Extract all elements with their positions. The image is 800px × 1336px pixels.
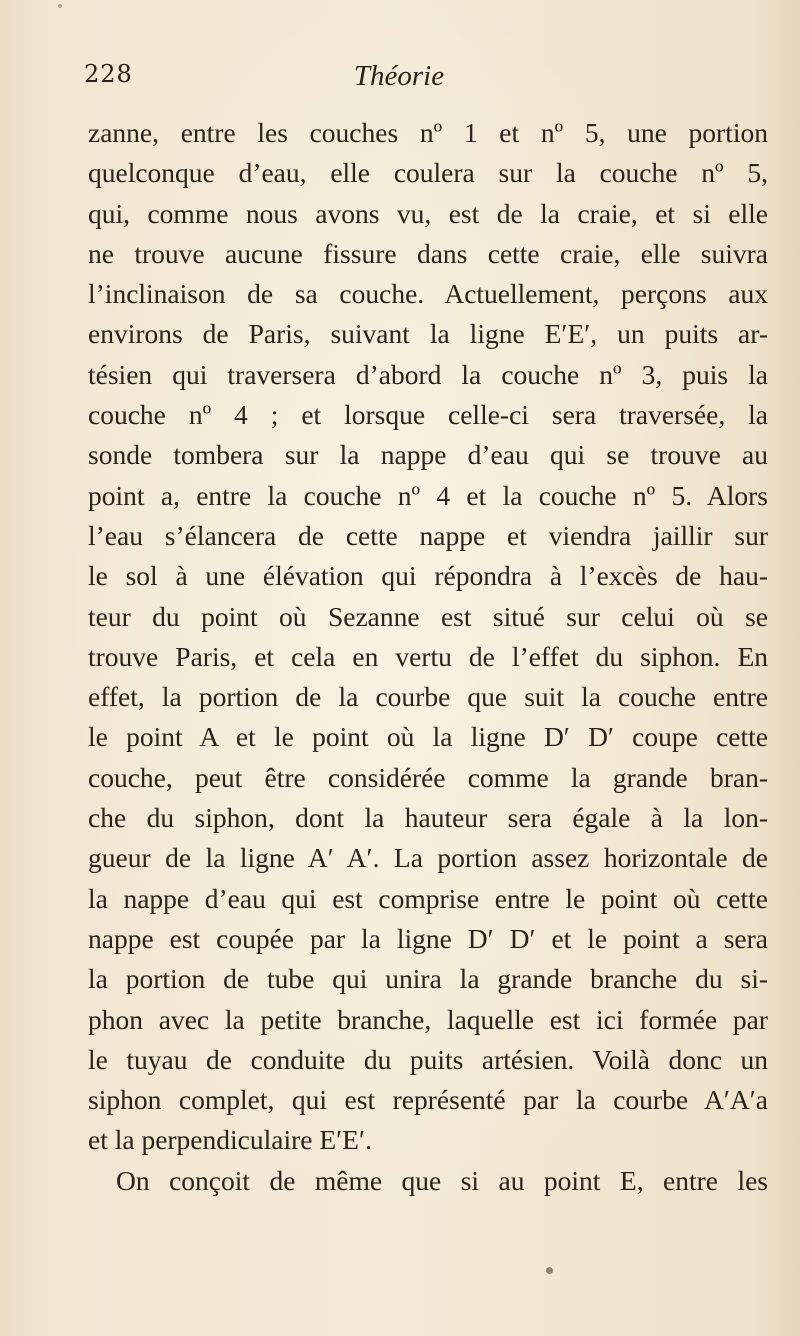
text-line: le sol à une élévation qui répondra à l’excès de hau- xyxy=(88,560,768,592)
text-line: le point A et le point où la ligne D′ D′ coupe cette xyxy=(88,721,768,753)
text-line: environs de Paris, suivant la ligne E′E′, un puits ar- xyxy=(88,318,768,350)
text-line: l’inclinaison de sa couche. Actuellement, perçons aux xyxy=(88,278,768,310)
text-line: quelconque d’eau, elle coulera sur la couche nº 5, xyxy=(88,157,768,189)
text-line: la portion de tube qui unira la grande branche du si- xyxy=(88,963,768,995)
text-line: gueur de la ligne A′ A′. La portion assez horizontale de xyxy=(88,842,768,874)
text-line: tésien qui traversera d’abord la couche nº 3, puis la xyxy=(88,358,768,390)
running-title: Théorie xyxy=(353,60,445,92)
text-line: la nappe d’eau qui est comprise entre le point où cette xyxy=(88,882,768,914)
text-line: phon avec la petite branche, laquelle est ici formée par xyxy=(88,1003,768,1035)
text-line: On conçoit de même que si au point E, entre les xyxy=(116,1164,768,1196)
text-line: et la perpendiculaire E′E′. xyxy=(88,1124,372,1156)
text-line: couche, peut être considérée comme la grande bran- xyxy=(88,761,768,793)
text-line: siphon complet, qui est représenté par la courbe A′A′a xyxy=(88,1084,768,1116)
text-line: trouve Paris, et cela en vertu de l’effet du siphon. En xyxy=(88,640,768,672)
text-line: effet, la portion de la courbe que suit la couche entre xyxy=(88,681,768,713)
text-line: l’eau s’élancera de cette nappe et viendra jaillir sur xyxy=(88,519,768,551)
text-line: le tuyau de conduite du puits artésien. Voilà donc un xyxy=(88,1043,768,1075)
body-text xyxy=(88,113,768,1201)
text-line: point a, entre la couche nº 4 et la couche nº 5. Alors xyxy=(88,479,768,511)
text-line: ne trouve aucune fissure dans cette craie, elle suivra xyxy=(88,237,768,269)
text-line: sonde tombera sur la nappe d’eau qui se trouve au xyxy=(88,439,768,471)
page-header xyxy=(84,60,714,100)
text-line: couche nº 4 ; et lorsque celle-ci sera traversée, la xyxy=(88,399,768,431)
text-line: teur du point où Sezanne est situé sur celui où se xyxy=(88,600,768,632)
paper-speck xyxy=(58,4,62,8)
text-line: che du siphon, dont la hauteur sera égale à la lon- xyxy=(88,802,768,834)
text-line: zanne, entre les couches nº 1 et nº 5, une portion xyxy=(88,117,768,148)
ink-speck xyxy=(546,1267,553,1274)
text-line: nappe est coupée par la ligne D′ D′ et le point a sera xyxy=(88,922,768,954)
text-line: qui, comme nous avons vu, est de la craie, et si elle xyxy=(88,197,768,229)
page-number: 228 xyxy=(84,60,133,88)
